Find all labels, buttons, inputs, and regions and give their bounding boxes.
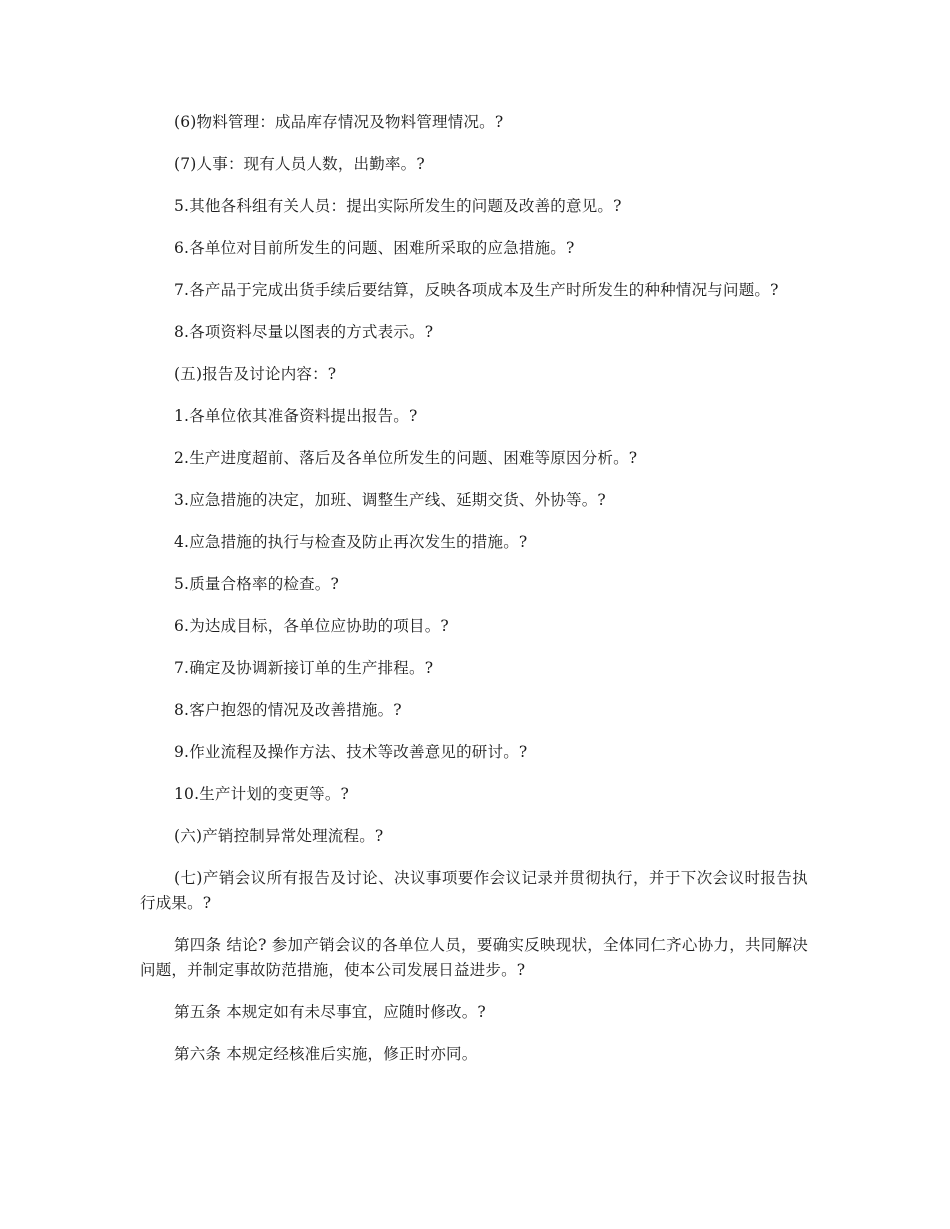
article-five: 第五条 本规定如有未尽事宜，应随时修改。? [174,1003,486,1021]
paragraph-settlement: 7.各产品于完成出货手续后要结算，反映各项成本及生产时所发生的种种情况与问题。? [174,281,779,299]
article-four-conclusion: 第四条 结论? 参加产销会议的各单位人员，要确实反映现状，全体同仁齐心协力，共同解决问题，并制定事故防范措施，使本公司发展日益进步。? [140,936,808,979]
list-item-3: 3.应急措施的决定，加班、调整生产线、延期交货、外协等。? [174,491,606,509]
paragraph-charts: 8.各项资料尽量以图表的方式表示。? [174,323,434,341]
list-item-1: 1.各单位依其准备资料提出报告。? [174,407,418,425]
paragraph-other-staff: 5.其他各科组有关人员：提出实际所发生的问题及改善的意见。? [174,197,622,215]
section-heading-exception-process: (六)产销控制异常处理流程。? [174,827,384,845]
list-item-4: 4.应急措施的执行与检查及防止再次发生的措施。? [174,533,528,551]
list-item-2: 2.生产进度超前、落后及各单位所发生的问题、困难等原因分析。? [174,449,638,467]
list-item-8: 8.客户抱怨的情况及改善措施。? [174,701,402,719]
list-item-9: 9.作业流程及操作方法、技术等改善意见的研讨。? [174,743,528,761]
article-six: 第六条 本规定经核准后实施，修正时亦同。 [174,1045,478,1063]
paragraph-emergency-measures: 6.各单位对目前所发生的问题、困难所采取的应急措施。? [174,239,575,257]
list-item-5: 5.质量合格率的检查。? [174,575,339,593]
list-item-10: 10.生产计划的变更等。? [174,785,350,803]
paragraph-material-management: (6)物料管理：成品库存情况及物料管理情况。? [174,113,504,131]
section-heading-report-discussion: (五)报告及讨论内容：? [174,365,337,383]
list-item-6: 6.为达成目标，各单位应协助的项目。? [174,617,449,635]
paragraph-personnel: (7)人事：现有人员人数，出勤率。? [174,155,425,173]
list-item-7: 7.确定及协调新接订单的生产排程。? [174,659,434,677]
document-body [140,110,808,1084]
section-meeting-records: (七)产销会议所有报告及讨论、决议事项要作会议记录并贯彻执行，并于下次会议时报告执行成果。? [140,869,808,912]
